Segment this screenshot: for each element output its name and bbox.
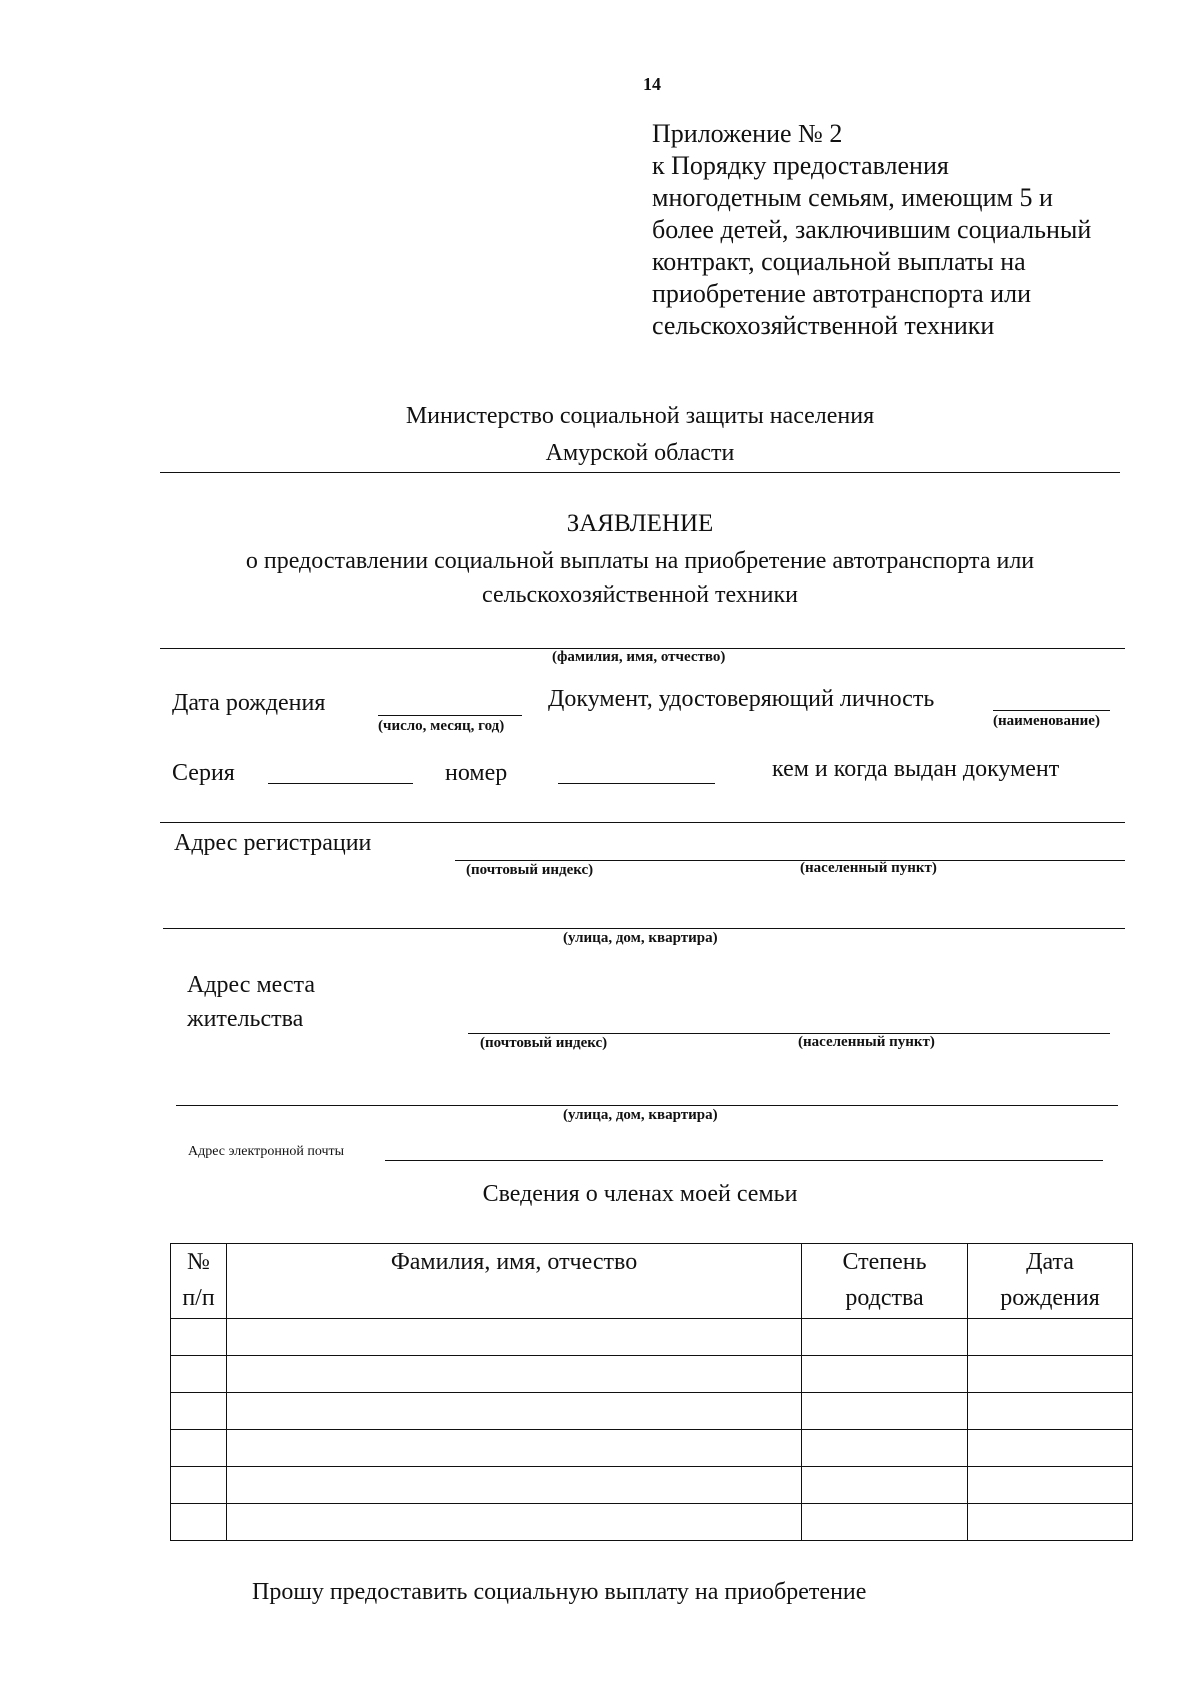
table-cell[interactable] — [227, 1429, 802, 1466]
table-cell[interactable] — [227, 1319, 802, 1356]
table-cell[interactable] — [968, 1503, 1133, 1540]
column-relationship: Степень родства — [802, 1244, 968, 1319]
addressee-line-2: Амурской области — [545, 440, 735, 466]
id-document-caption: (наименование) — [993, 713, 1100, 729]
table-cell[interactable] — [227, 1356, 802, 1393]
table-row — [171, 1429, 1133, 1466]
residence-street-input-line[interactable] — [176, 1105, 1118, 1106]
table-cell[interactable] — [171, 1503, 227, 1540]
series-label: Серия — [172, 760, 235, 786]
table-cell[interactable] — [171, 1429, 227, 1466]
email-label: Адрес электронной почты — [188, 1144, 345, 1159]
issued-by-input-line[interactable] — [160, 822, 1125, 823]
table-cell[interactable] — [802, 1356, 968, 1393]
table-cell[interactable] — [171, 1392, 227, 1429]
statement-subtitle-1: о предоставлении социальной выплаты на приобретение автотранспорта или — [245, 548, 1035, 574]
table-cell[interactable] — [968, 1466, 1133, 1503]
series-input-line[interactable] — [268, 783, 413, 784]
residence-address-input-line[interactable] — [468, 1033, 1110, 1034]
id-document-label: Документ, удостоверяющий личность — [548, 686, 935, 712]
family-heading: Сведения о членах моей семьи — [482, 1181, 798, 1207]
appendix-line-2: многодетным семьям, имеющим 5 и — [652, 183, 1053, 212]
request-text: Прошу предоставить социальную выплату на приобретение — [252, 1579, 867, 1605]
table-row — [171, 1466, 1133, 1503]
residence-locality-caption: (населенный пункт) — [798, 1034, 935, 1050]
residence-street-caption: (улица, дом, квартира) — [563, 1107, 718, 1123]
registration-postal-index-caption: (почтовый индекс) — [466, 862, 594, 878]
table-cell[interactable] — [227, 1503, 802, 1540]
table-cell[interactable] — [802, 1392, 968, 1429]
issued-by-label: кем и когда выдан документ — [772, 756, 1060, 782]
table-row — [171, 1356, 1133, 1393]
appendix-line-1: к Порядку предоставления — [652, 151, 949, 180]
table-cell[interactable] — [802, 1466, 968, 1503]
column-number: № п/п — [171, 1244, 227, 1319]
residence-address-label-1: Адрес места — [187, 972, 315, 998]
table-cell[interactable] — [968, 1356, 1133, 1393]
residence-address-label-2: жительства — [187, 1006, 304, 1032]
table-cell[interactable] — [968, 1392, 1133, 1429]
page-number: 14 — [643, 74, 661, 94]
appendix-line-5: приобретение автотранспорта или — [652, 279, 1031, 308]
birth-date-caption: (число, месяц, год) — [378, 718, 505, 734]
table-cell[interactable] — [227, 1392, 802, 1429]
table-row — [171, 1392, 1133, 1429]
table-cell[interactable] — [968, 1319, 1133, 1356]
table-row — [171, 1503, 1133, 1540]
birth-date-input-line[interactable] — [378, 715, 522, 716]
appendix-line-6: сельскохозяйственной техники — [652, 311, 995, 340]
registration-address-label: Адрес регистрации — [174, 830, 372, 856]
table-cell[interactable] — [171, 1319, 227, 1356]
residence-postal-index-caption: (почтовый индекс) — [480, 1035, 608, 1051]
table-cell[interactable] — [171, 1356, 227, 1393]
number-label: номер — [445, 760, 508, 786]
appendix-header — [652, 118, 1091, 342]
appendix-line-3: более детей, заключившим социальный — [652, 215, 1092, 244]
registration-street-caption: (улица, дом, квартира) — [563, 930, 718, 946]
table-cell[interactable] — [968, 1429, 1133, 1466]
email-input-line[interactable] — [385, 1160, 1103, 1161]
appendix-title: Приложение № 2 — [652, 119, 843, 148]
column-fio: Фамилия, имя, отчество — [227, 1244, 802, 1319]
number-input-line[interactable] — [558, 783, 715, 784]
appendix-line-4: контракт, социальной выплаты на — [652, 247, 1026, 276]
table-cell[interactable] — [802, 1319, 968, 1356]
table-cell[interactable] — [227, 1466, 802, 1503]
family-table — [170, 1243, 1133, 1541]
birth-date-label: Дата рождения — [172, 690, 326, 716]
registration-address-input-line[interactable] — [455, 860, 1125, 861]
column-birth-date: Дата рождения — [968, 1244, 1133, 1319]
table-cell[interactable] — [802, 1429, 968, 1466]
addressee-underline — [160, 472, 1120, 473]
family-table-header-row — [171, 1244, 1133, 1319]
fio-caption: (фамилия, имя, отчество) — [552, 649, 726, 665]
table-row — [171, 1319, 1133, 1356]
registration-street-input-line[interactable] — [163, 928, 1125, 929]
statement-title: ЗАЯВЛЕНИЕ — [566, 510, 714, 537]
statement-subtitle-2: сельскохозяйственной техники — [482, 582, 798, 608]
table-cell[interactable] — [802, 1503, 968, 1540]
addressee-line-1: Министерство социальной защиты населения — [405, 403, 875, 429]
registration-locality-caption: (населенный пункт) — [800, 860, 937, 876]
table-cell[interactable] — [171, 1466, 227, 1503]
id-document-input-line[interactable] — [993, 710, 1110, 711]
